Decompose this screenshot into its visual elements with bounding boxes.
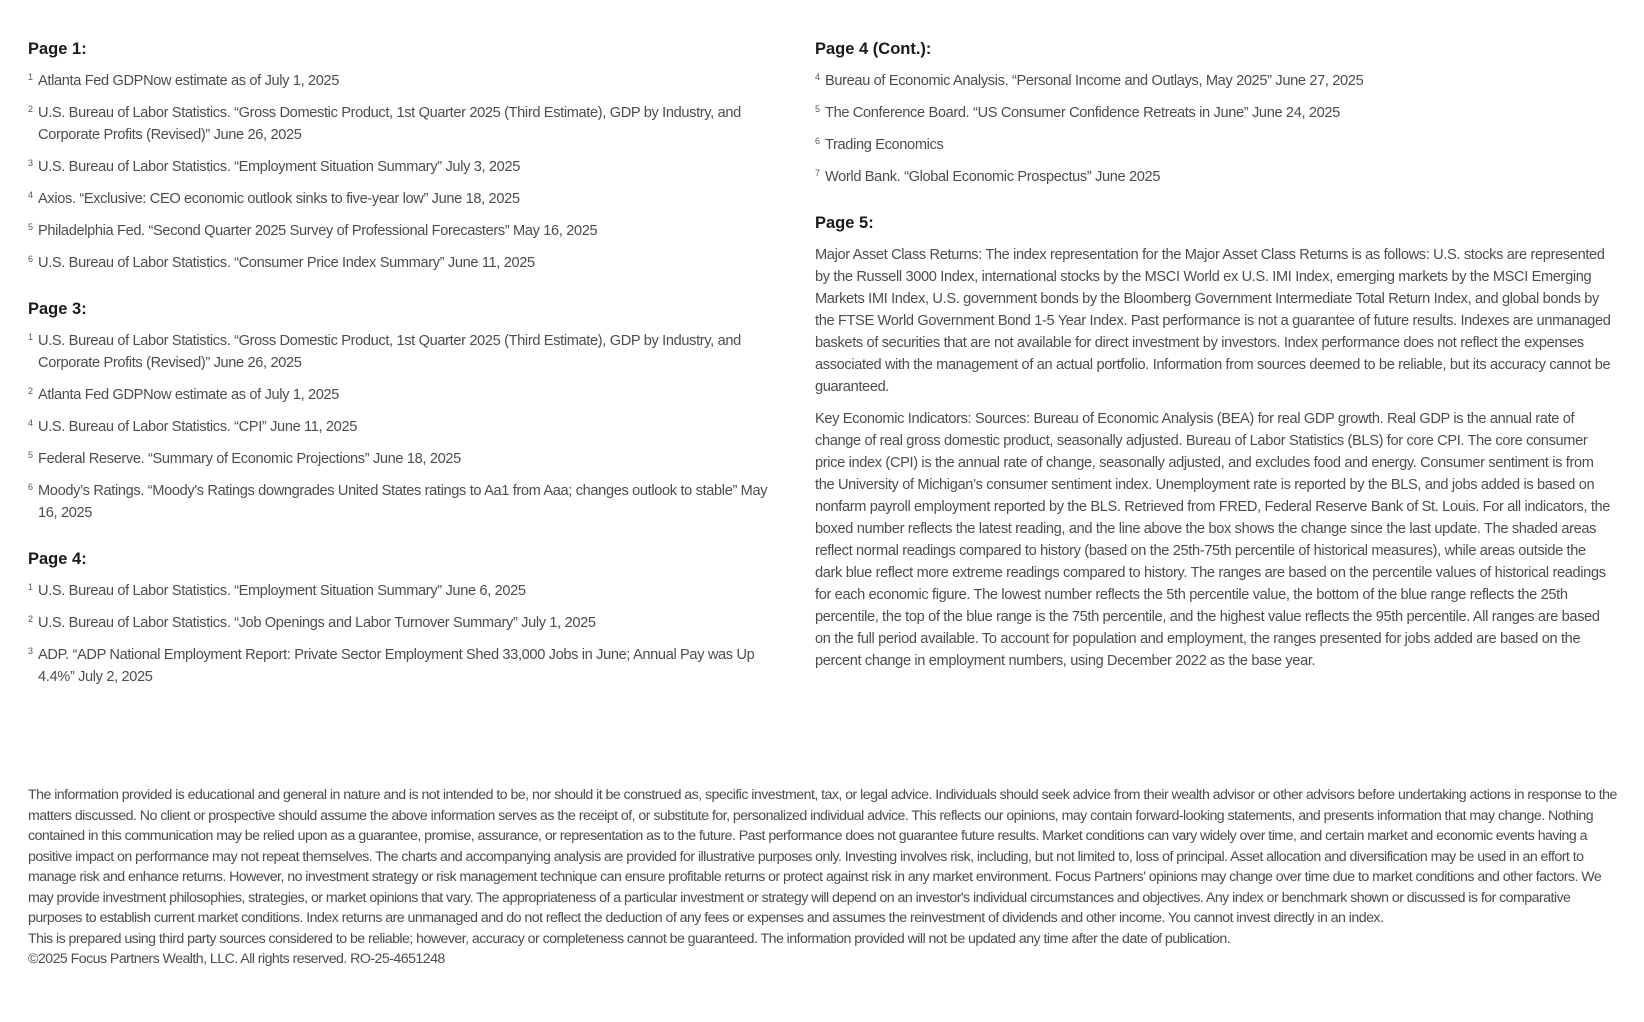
reference-text: The Conference Board. “US Consumer Confidence Retreats in June” June 24, 2025 bbox=[825, 105, 1340, 121]
reference-item bbox=[28, 252, 768, 274]
reference-list bbox=[28, 70, 768, 274]
reference-item bbox=[28, 102, 768, 146]
section-heading: Page 4: bbox=[28, 550, 87, 568]
footnote-number: 3 bbox=[28, 646, 33, 656]
reference-item bbox=[28, 480, 768, 524]
section-page-4-cont bbox=[815, 38, 1613, 188]
footnote-number: 1 bbox=[28, 582, 33, 592]
reference-item bbox=[28, 330, 768, 374]
disclaimer-reliability-text: This is prepared using third party sources considered to be reliable; however, accuracy or completeness cannot be guaranteed. The information provided will not be updated any time after the date of publication. bbox=[28, 930, 1231, 947]
reference-text: Axios. “Exclusive: CEO economic outlook sinks to five-year low” June 18, 2025 bbox=[38, 191, 520, 207]
reference-item bbox=[815, 134, 1613, 156]
footnote-number: 6 bbox=[28, 254, 33, 264]
reference-text: U.S. Bureau of Labor Statistics. “CPI” June 11, 2025 bbox=[38, 419, 357, 435]
reference-text: Federal Reserve. “Summary of Economic Projections” June 18, 2025 bbox=[38, 451, 461, 467]
footnote-number: 6 bbox=[28, 482, 33, 492]
reference-list bbox=[28, 580, 768, 688]
copyright-notice: ©2025 Focus Partners Wealth, LLC. All rights reserved. RO-25-4651248 bbox=[28, 951, 445, 967]
disclaimer-main-text: The information provided is educational and general in nature and is not intended to be, nor should it be construed as, specific investment, tax, or legal advice. Individuals should seek advice from their wealth advisor or other advisors before undertaking actions in response to the matters discussed. No client or prospective should assume the above information serves as the receipt of, or substitute for, personalized individual advice. This reflects our opinions, may contain forward-looking statements, and presents information that may change. Nothing contained in this communication may be relied upon as a guarantee, promise, assurance, or representation as to the future. Past performance does not guarantee future results. Market conditions can vary widely over time, and certain market and economic events having a positive impact on performance may not repeat themselves. The charts and accompanying analysis are provided for illustrative purposes only. Investing involves risk, including, but not limited to, loss of principal. Asset allocation and diversification may be used in an effort to manage risk and enhance returns. However, no investment strategy or risk management technique can ensure profitable returns or protect against risk in any market environment. Focus Partners' opinions may change over time due to market conditions and other factors. We may provide investment philosophies, strategies, or market opinions that vary. The appropriateness of a particular investment or strategy will depend on an investor's individual circumstances and objectives. Any index or benchmark shown or discussed is for comparative purposes to establish current market conditions. Index returns are unmanaged and do not reflect the deduction of any fees or expenses and assumes the reinvestment of dividends and other income. You cannot invest directly in an index. bbox=[28, 787, 1617, 926]
reference-text: Moody’s Ratings. “Moody's Ratings downgrades United States ratings to Aa1 from Aaa; changes outlook to stable” May 16, 2025 bbox=[38, 483, 768, 521]
reference-item bbox=[815, 166, 1613, 188]
reference-item bbox=[28, 644, 768, 688]
reference-item bbox=[28, 70, 768, 92]
footnote-number: 6 bbox=[815, 136, 820, 146]
reference-text: Atlanta Fed GDPNow estimate as of July 1, 2025 bbox=[38, 387, 340, 403]
reference-text: U.S. Bureau of Labor Statistics. “Gross Domestic Product, 1st Quarter 2025 (Third Estimate), GDP by Industry, and Corporate Profits (Revised)” June 26, 2025 bbox=[38, 105, 741, 143]
reference-text: Bureau of Economic Analysis. “Personal Income and Outlays, May 2025” June 27, 2025 bbox=[825, 73, 1364, 89]
reference-text: U.S. Bureau of Labor Statistics. “Employment Situation Summary” July 3, 2025 bbox=[38, 159, 520, 175]
reference-text: U.S. Bureau of Labor Statistics. “Gross Domestic Product, 1st Quarter 2025 (Third Estimate), GDP by Industry, and Corporate Profits (Revised)” June 26, 2025 bbox=[38, 333, 741, 371]
reference-text: Philadelphia Fed. “Second Quarter 2025 Survey of Professional Forecasters” May 16, 2025 bbox=[38, 223, 598, 239]
section-heading: Page 3: bbox=[28, 300, 87, 318]
reference-item bbox=[28, 448, 768, 470]
reference-item bbox=[28, 580, 768, 602]
footnote-number: 1 bbox=[28, 72, 33, 82]
section-heading: Page 5: bbox=[815, 214, 874, 232]
reference-item bbox=[28, 384, 768, 406]
section-page-1 bbox=[28, 38, 768, 274]
reference-item bbox=[28, 188, 768, 210]
right-column bbox=[815, 38, 1613, 696]
section-page-4 bbox=[28, 548, 768, 688]
footnote-number: 7 bbox=[815, 168, 820, 178]
section-page-5 bbox=[815, 212, 1613, 672]
footnote-number: 4 bbox=[815, 72, 820, 82]
footnote-number: 5 bbox=[28, 450, 33, 460]
reference-list bbox=[28, 330, 768, 524]
major-asset-class-returns-note: Major Asset Class Returns: The index representation for the Major Asset Class Returns is as follows: U.S. stocks are represented by the Russell 3000 Index, international stocks by the MSCI World ex U.S. IMI Index, emerging markets by the MSCI Emerging Markets IMI Index, U.S. government bonds by the Bloomberg Government Intermediate Total Return Index, and global bonds by the FTSE World Government Bond 1-5 Year Index. Past performance is not a guarantee of future results. Indexes are unmanaged baskets of securities that are not available for direct investment by investors. Index performance does not reflect the expenses associated with the management of an actual portfolio. Information from sources deemed to be reliable, but its accuracy cannot be guaranteed. bbox=[815, 247, 1611, 395]
footnote-number: 4 bbox=[28, 190, 33, 200]
reference-text: Trading Economics bbox=[825, 137, 944, 153]
section-page-3 bbox=[28, 298, 768, 524]
footnote-number: 5 bbox=[28, 222, 33, 232]
section-heading: Page 1: bbox=[28, 40, 87, 58]
reference-text: U.S. Bureau of Labor Statistics. “Job Openings and Labor Turnover Summary” July 1, 2025 bbox=[38, 615, 596, 631]
legal-disclaimer bbox=[28, 785, 1618, 970]
footnote-number: 2 bbox=[28, 614, 33, 624]
reference-text: ADP. “ADP National Employment Report: Private Sector Employment Shed 33,000 Jobs in June; Annual Pay was Up 4.4%” July 2, 2025 bbox=[38, 647, 755, 685]
reference-text: World Bank. “Global Economic Prospectus” June 2025 bbox=[825, 169, 1161, 185]
reference-item bbox=[28, 156, 768, 178]
reference-item bbox=[815, 70, 1613, 92]
footnote-number: 5 bbox=[815, 104, 820, 114]
reference-item bbox=[28, 612, 768, 634]
left-column bbox=[28, 38, 768, 712]
reference-text: U.S. Bureau of Labor Statistics. “Consumer Price Index Summary” June 11, 2025 bbox=[38, 255, 535, 271]
footnote-number: 2 bbox=[28, 104, 33, 114]
reference-text: U.S. Bureau of Labor Statistics. “Employment Situation Summary” June 6, 2025 bbox=[38, 583, 526, 599]
reference-list bbox=[815, 70, 1613, 188]
reference-item bbox=[28, 416, 768, 438]
reference-item bbox=[815, 102, 1613, 124]
reference-text: Atlanta Fed GDPNow estimate as of July 1, 2025 bbox=[38, 73, 340, 89]
footnote-number: 3 bbox=[28, 158, 33, 168]
footnote-number: 1 bbox=[28, 332, 33, 342]
key-economic-indicators-note: Key Economic Indicators: Sources: Bureau of Economic Analysis (BEA) for real GDP growth. Real GDP is the annual rate of change of real gross domestic product, seasonally adjusted. Bureau of Labor Statistics (BLS) for core CPI. The core consumer price index (CPI) is the annual rate of change, seasonally adjusted, and excludes food and energy. Consumer sentiment is from the University of Michigan’s consumer sentiment index. Unemployment rate is reported by the BLS, and jobs added is based on nonfarm payroll employment reported by the BLS. Retrieved from FRED, Federal Reserve Bank of St. Louis. For all indicators, the boxed number reflects the latest reading, and the line above the box shows the change since the last update. The shaded areas reflect normal readings compared to history (based on the 25th-75th percentile of historical measures), while areas outside the dark blue reflect more extreme readings compared to history. The ranges are based on the percentile values of historical readings for each economic figure. The lowest number reflects the 5th percentile value, the bottom of the blue range reflects the 25th percentile, the top of the blue range is the 75th percentile, and the highest value reflects the 95th percentile. All ranges are based on the full period available. To account for population and employment, the ranges presented for jobs added are based on the percent change in employment numbers, using December 2022 as the base year. bbox=[815, 411, 1611, 669]
section-heading: Page 4 (Cont.): bbox=[815, 40, 932, 58]
footnote-number: 2 bbox=[28, 386, 33, 396]
reference-item bbox=[28, 220, 768, 242]
footnote-number: 4 bbox=[28, 418, 33, 428]
